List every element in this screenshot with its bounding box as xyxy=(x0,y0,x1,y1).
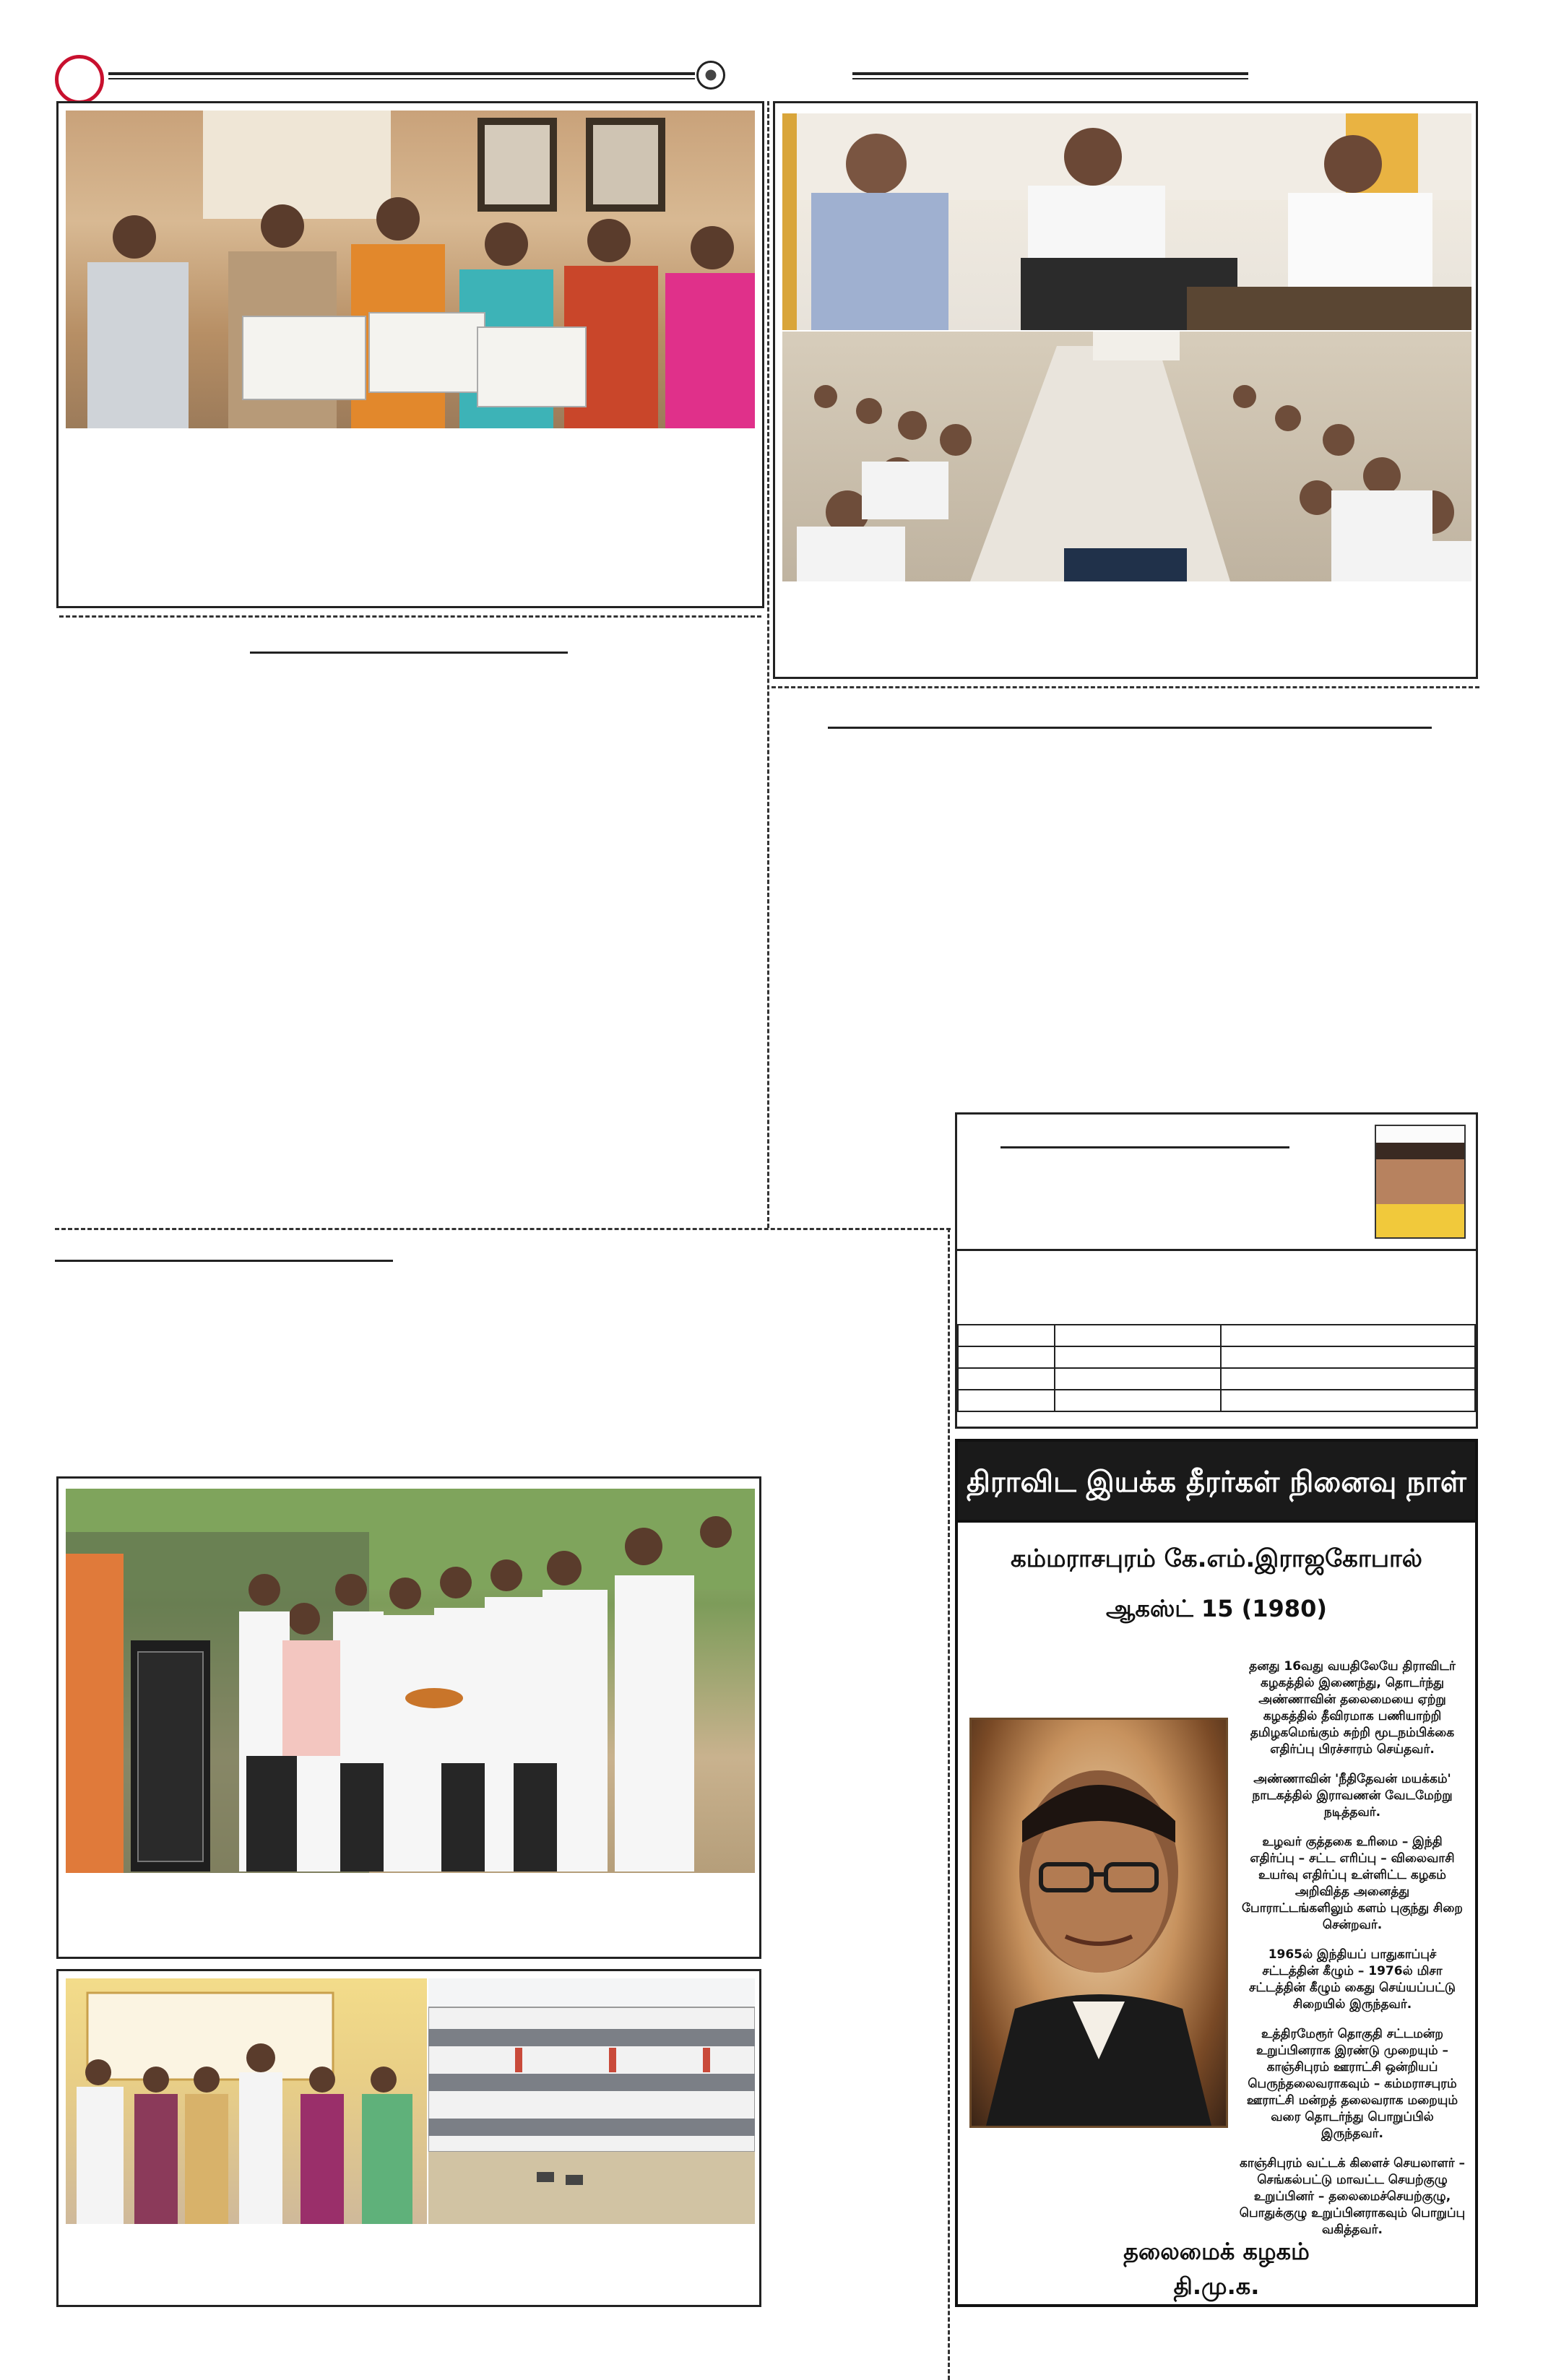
story-photo-box-4 xyxy=(56,1969,761,2307)
emblem-icon xyxy=(696,61,725,90)
profile-separator xyxy=(957,1249,1476,1251)
profile-portrait xyxy=(1375,1125,1466,1239)
headline-rule-bottom-left xyxy=(55,1260,393,1262)
headline-rule-left xyxy=(250,652,568,654)
photo-foundation-stone xyxy=(66,1489,755,1873)
bio-para-4: 1965ல் இந்தியப் பாதுகாப்புச் சட்டத்தின் கீழும் – 1976ல் மிசா சட்டத்தின் கீழும் கைது செய்யப்பட்டு சிறையில் இருந்தவர். xyxy=(1249,1947,1456,2012)
bio-para-2: அண்ணாவின் 'நீதிதேவன் மயக்கம்' நாடகத்தில் இராவணன் வேடமேற்று நடித்தவர். xyxy=(1252,1772,1453,1819)
memorial-ad xyxy=(955,1439,1478,2307)
photo-officials-dais xyxy=(782,113,1471,330)
story-photo-box-1 xyxy=(56,101,764,608)
bio-para-6: காஞ்சிபுரம் வட்டக் கிளைச் செயலாளர் – செங்கல்பட்டு மாவட்ட செயற்குழு உறுப்பினர் – தலைமைச்செயற்குழு, பொதுக்குழு உறுப்பினராகவும் பொறுப்பு வகித்தவர். xyxy=(1239,2156,1466,2237)
profile-headline-rule xyxy=(1000,1146,1289,1148)
masthead-logo-icon xyxy=(55,55,104,104)
ad-bio xyxy=(1238,1658,1466,2251)
photo-meeting-hall xyxy=(782,332,1471,581)
photo-lamp-lighting xyxy=(66,1978,427,2224)
masthead-rule-left xyxy=(108,72,695,75)
bio-para-5: உத்திரமேரூர் தொகுதி சட்டமன்ற உறுப்பினராக இரண்டு முறையும் – காஞ்சிபுரம் ஊராட்சி ஒன்றியப் பெருந்தலைவராகவும் – கம்மராசபுரம் ஊராட்சி மன்றத் தலைவராக மறையும் வரை தொடர்ந்து பொறுப்பில் இருந்தவர். xyxy=(1246,2027,1458,2141)
divider-dashed-left xyxy=(59,615,761,618)
ad-name: கம்மராசபுரம் கே.எம்.இராஜகோபால் xyxy=(1011,1544,1422,1573)
ad-title: திராவிட இயக்க தீரர்கள் நினைவு நாள் xyxy=(967,1465,1466,1499)
masthead-rule-left-thin xyxy=(108,78,695,79)
divider-dashed-mid xyxy=(55,1228,951,1230)
divider-dashed-right xyxy=(772,686,1479,688)
photo-book-release xyxy=(66,111,755,428)
profile-box xyxy=(955,1112,1478,1429)
masthead-rule-right-thin xyxy=(852,78,1248,79)
ad-footer-line2: தி.மு.க. xyxy=(1173,2272,1260,2300)
ad-date: ஆகஸ்ட் 15 (1980) xyxy=(1106,1595,1327,1622)
bio-para-3: உழவர் குத்தகை உரிமை – இந்தி எதிர்ப்பு – சட்ட எரிப்பு – விலைவாசி உயர்வு எதிர்ப்பு உள்ளிட்ட கழகம் அறிவித்த அனைத்து போராட்டங்களிலும் களம் புகுந்து சிறை சென்றவர். xyxy=(1241,1835,1463,1932)
divider-dashed-column xyxy=(767,101,769,1228)
story-photo-box-3 xyxy=(56,1476,761,1959)
headline-rule-right xyxy=(828,727,1432,729)
divider-dashed-right-column xyxy=(948,1228,950,2380)
photo-school-building xyxy=(428,1978,755,2224)
bio-para-1: தனது 16வது வயதிலேயே திராவிடர் கழகத்தில் இணைந்து, தொடர்ந்து அண்ணாவின் தலைமையை ஏற்று கழகத்தில் தீவிரமாக பணியாற்றி தமிழகமெங்கும் சுற்றி மூடநம்பிக்கை எதிர்ப்பு பிரச்சாரம் செய்தவர். xyxy=(1249,1659,1456,1757)
profile-table xyxy=(957,1324,1476,1412)
story-photo-box-2 xyxy=(773,101,1478,679)
ad-footer-line1: தலைமைக் கழகம் xyxy=(1123,2238,1310,2265)
ad-portrait xyxy=(969,1718,1228,2128)
masthead-rule-right xyxy=(852,72,1248,75)
ad-title-band xyxy=(958,1442,1475,1523)
